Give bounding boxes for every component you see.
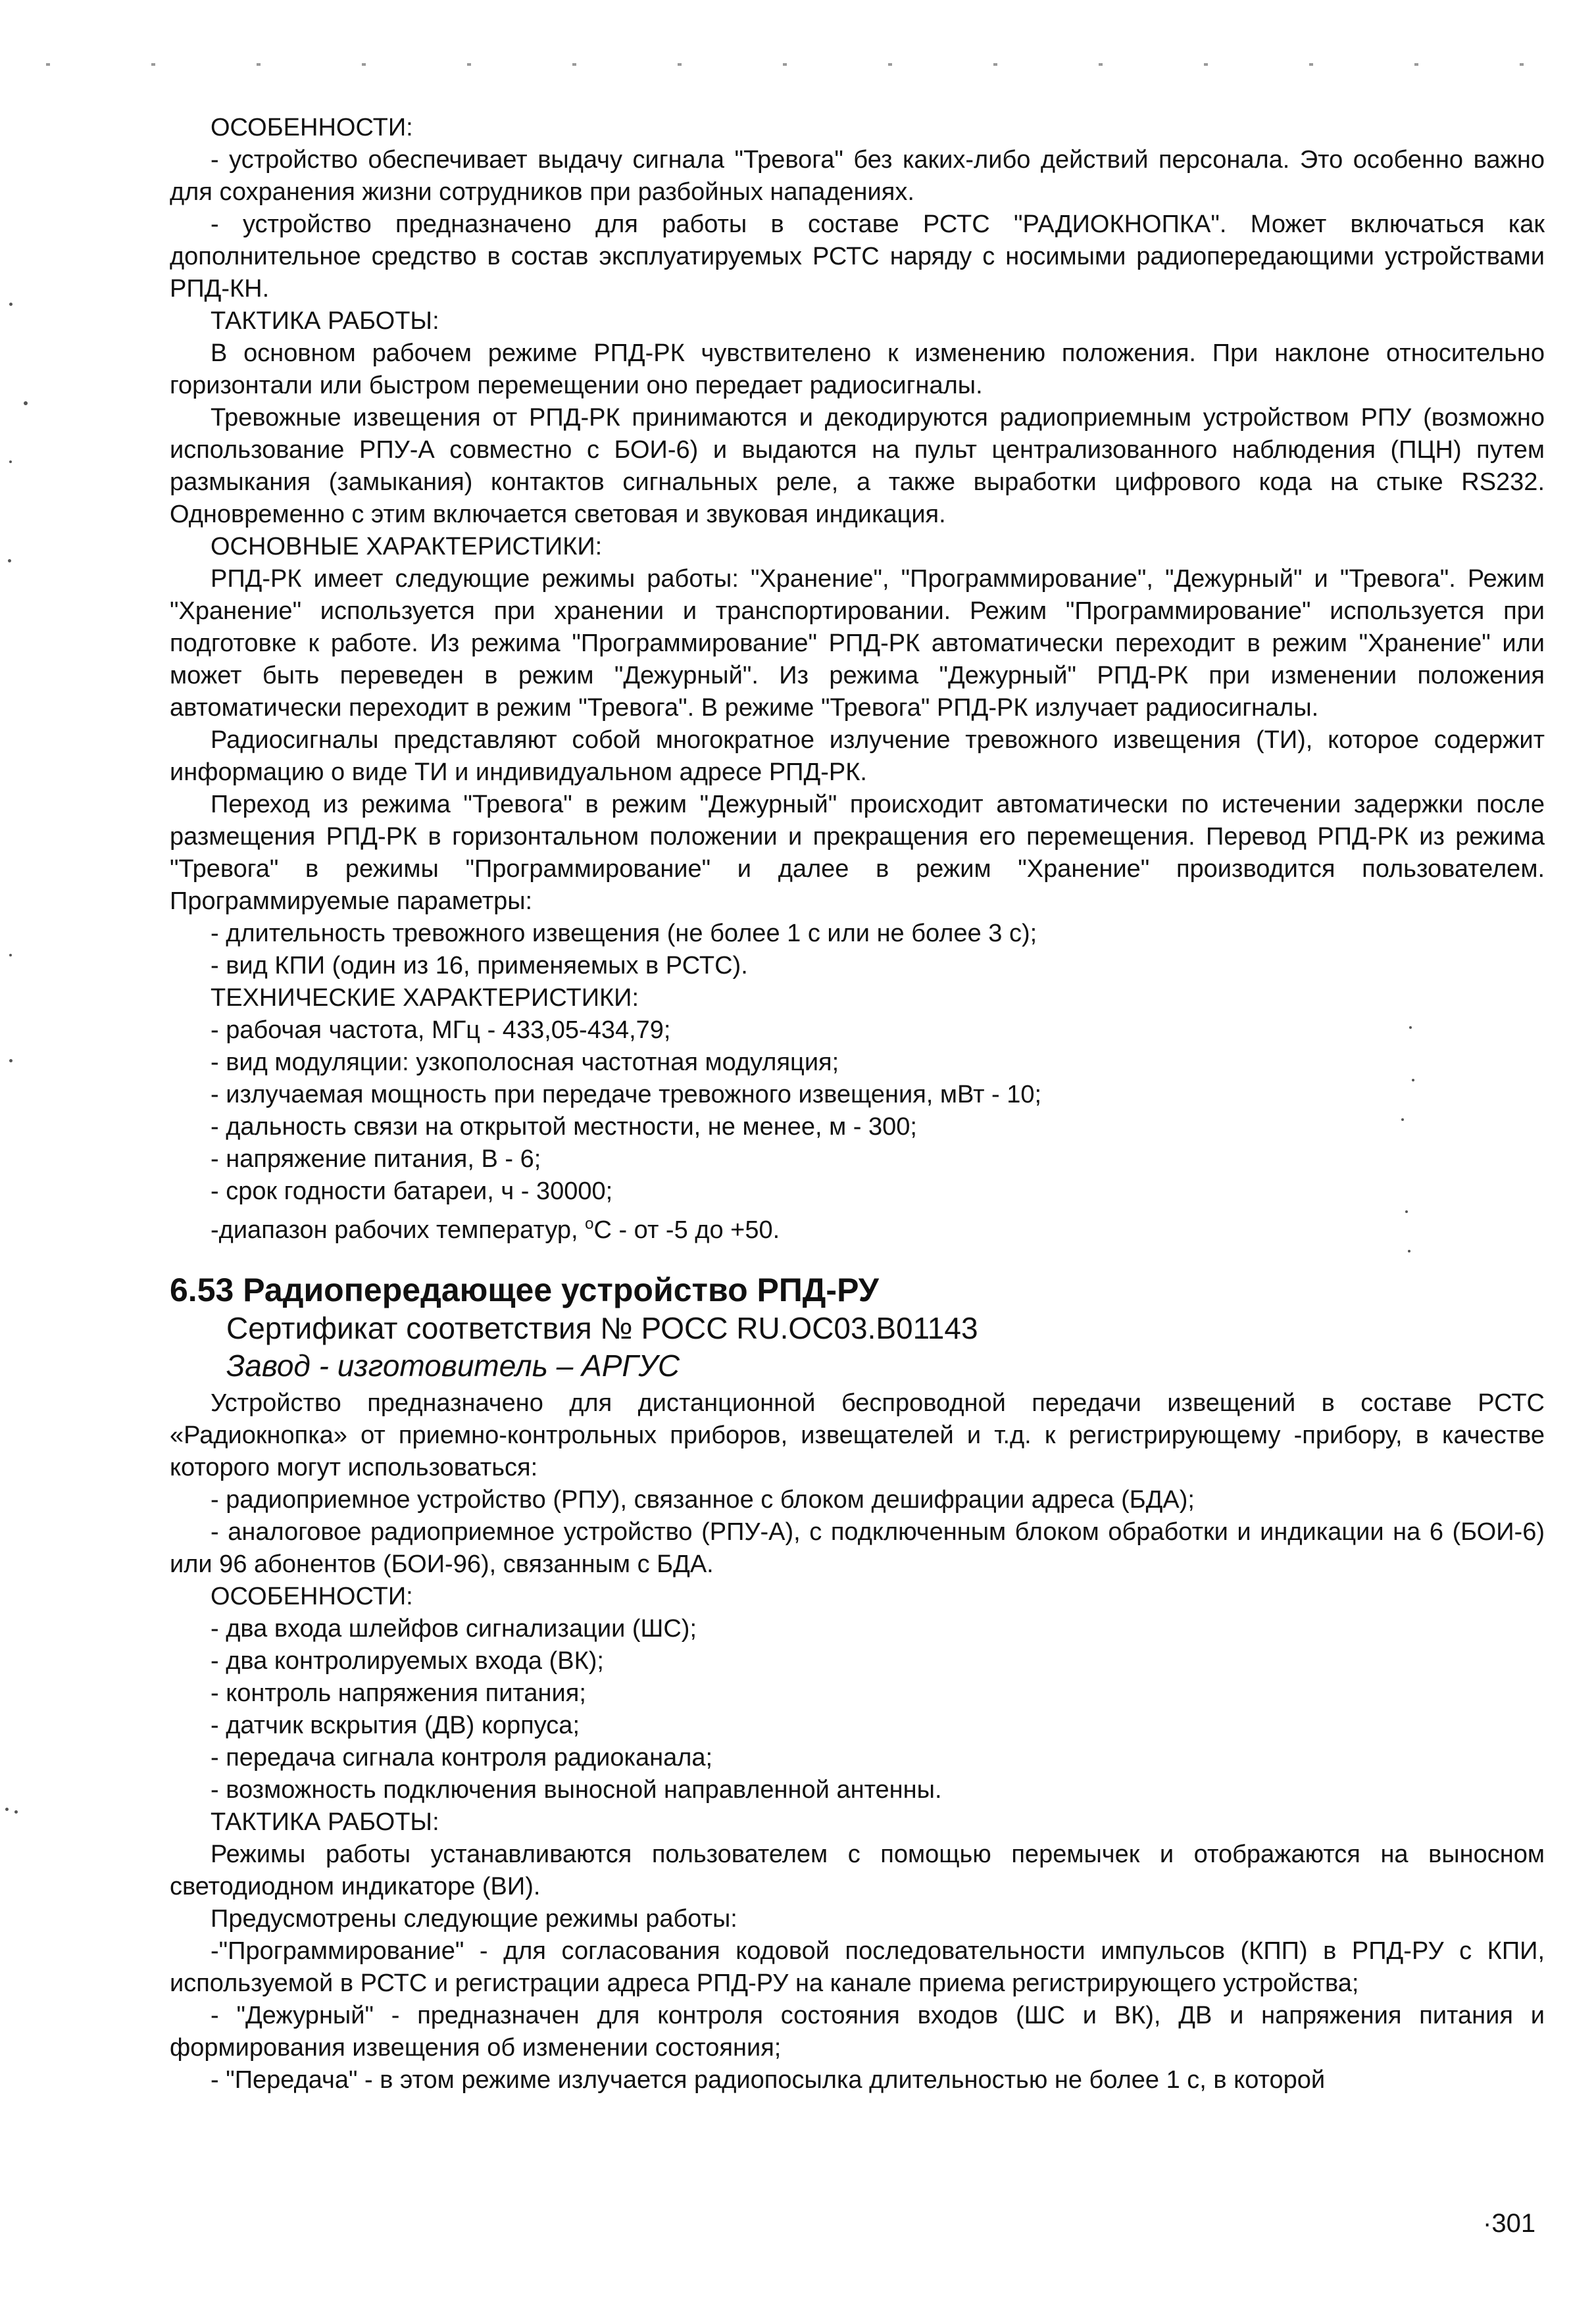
scan-speck [9, 1059, 12, 1062]
paragraph: - аналоговое радиоприемное устройство (РПУ-А), с подключенным блоком обработки и индикации на 6 (БОИ-6) или 96 абонентов (БОИ-96), связанным с БДА. [170, 1518, 1545, 1578]
list-item: - рабочая частота, МГц - 433,05-434,79; [211, 1016, 671, 1044]
paragraph: Тревожные извещения от РПД-РК принимаются и декодируются радиоприемным устройством РПУ (возможно использование РПУ-А совместно с БОИ-6) и выдаются на пульт централизованного наблюдения (ПЦН) путем размыкания (замыкания) контактов сигнальных реле, а также выработки цифрового кода на стыке RS232. Одновременно с этим включается световая и звуковая индикация. [170, 404, 1545, 528]
scan-speck [9, 954, 12, 956]
scan-speck [24, 401, 28, 405]
paragraph: - устройство обеспечивает выдачу сигнала "Тревога" без каких-либо действий персонала. Это особенно важно для сохранения жизни сотрудников при разбойных нападениях. [170, 146, 1545, 206]
paragraph: - радиоприемное устройство (РПУ), связанное с блоком дешифрации адреса (БДА); [211, 1486, 1195, 1514]
paragraph: Устройство предназначено для дистанционной беспроводной передачи извещений в составе РСТС «Радиокнопка» от приемно-контрольных приборов, извещателей и т.д. к регистрирующему -прибору, в качестве которого могут использоваться: [170, 1389, 1545, 1481]
paragraph: Предусмотрены следующие режимы работы: [211, 1905, 737, 1933]
paragraph: РПД-РК имеет следующие режимы работы: "Хранение", "Программирование", "Дежурный" и "Тревога". Режим "Хранение" используется при хранении и транспортировании. Режим "Программирование" используется при подготовке к работе. Из режима "Программирование" РПД-РК автоматически переходит в режим "Хранение" или может быть переведен в режим "Дежурный". Из режима "Дежурный" РПД-РК при изменении положения автоматически переходит в режим "Тревога". В режиме "Тревога" РПД-РК излучает радиосигналы. [170, 565, 1545, 722]
section-title: 6.53 Радиопередающее устройство РПД-РУ [170, 1272, 879, 1308]
paragraph: Режимы работы устанавливаются пользователем с помощью перемычек и отображаются на выносном светодиодном индикаторе (ВИ). [170, 1841, 1545, 1900]
list-item: - излучаемая мощность при передаче тревожного извещения, мВт - 10; [211, 1081, 1042, 1108]
temp-prefix: -диапазон рабочих температур, [211, 1216, 586, 1244]
features-heading: ОСОБЕННОСТИ: [211, 1583, 413, 1610]
temp-suffix: С - от -5 до +50. [593, 1216, 780, 1244]
scan-speck [5, 1808, 9, 1811]
page-content [170, 112, 1545, 2096]
paragraph: - устройство предназначено для работы в составе РСТС "РАДИОКНОПКА". Может включаться как дополнительное средство в состав эксплуатируемых РСТС наряду с носимыми радиопередающими устройствами РПД-КН. [170, 210, 1545, 303]
list-item: - вид КПИ (один из 16, применяемых в РСТС). [211, 952, 748, 979]
manufacturer-line: Завод - изготовитель – АРГУС [226, 1349, 680, 1383]
degree-sign: o [585, 1215, 594, 1233]
certificate-line: Сертификат соответствия № РОСС RU.ОС03.В01143 [226, 1311, 978, 1345]
list-item: - контроль напряжения питания; [211, 1679, 586, 1707]
scan-speck [9, 460, 12, 463]
main-characteristics-heading: ОСНОВНЫЕ ХАРАКТЕРИСТИКИ: [211, 533, 603, 560]
list-item-temperature [170, 1208, 1545, 1247]
list-item: - вид модуляции: узкополосная частотная модуляция; [211, 1049, 839, 1076]
paragraph: - "Дежурный" - предназначен для контроля состояния входов (ШС и ВК), ДВ и напряжения питания и формирования извещения об изменении состояния; [170, 2002, 1545, 2062]
list-item: - два контролируемых входа (ВК); [211, 1647, 604, 1675]
tactics-heading: ТАКТИКА РАБОТЫ: [211, 307, 439, 335]
list-item: - срок годности батареи, ч - 30000; [211, 1177, 613, 1205]
technical-characteristics-heading: ТЕХНИЧЕСКИЕ ХАРАКТЕРИСТИКИ: [211, 984, 639, 1012]
scan-speck [9, 303, 12, 306]
paragraph: - "Передача" - в этом режиме излучается радиопосылка длительностью не более 1 с, в которой [211, 2066, 1326, 2094]
list-item: - передача сигнала контроля радиоканала; [211, 1744, 713, 1771]
paragraph: Переход из режима "Тревога" в режим "Дежурный" происходит автоматически по истечении задержки после размещения РПД-РК в горизонтальном положении и прекращения его перемещения. Перевод РПД-РК из режима "Тревога" в режимы "Программирование" и далее в режим "Хранение" производится пользователем. Программируемые параметры: [170, 791, 1545, 915]
list-item: - два входа шлейфов сигнализации (ШС); [211, 1615, 697, 1643]
paragraph: В основном рабочем режиме РПД-РК чувствителено к изменению положения. При наклоне относительно горизонтали или быстром перемещении оно передает радиосигналы. [170, 339, 1545, 399]
features-heading: ОСОБЕННОСТИ: [211, 114, 413, 141]
list-item: - длительность тревожного извещения (не более 1 с или не более 3 с); [211, 920, 1037, 947]
list-item: - возможность подключения выносной направленной антенны. [211, 1776, 942, 1804]
paragraph: -"Программирование" - для согласования кодовой последовательности импульсов (КПП) в РПД-РУ с КПИ, используемой в РСТС и регистрации адреса РПД-РУ на канале приема регистрирующего устройства; [170, 1937, 1545, 1997]
list-item: - дальность связи на открытой местности, не менее, м - 300; [211, 1113, 917, 1141]
list-item: - датчик вскрытия (ДВ) корпуса; [211, 1712, 580, 1739]
scan-speck [8, 559, 11, 562]
scan-top-edge [0, 63, 1596, 66]
tactics-heading: ТАКТИКА РАБОТЫ: [211, 1808, 439, 1836]
paragraph: Радиосигналы представляют собой многократное излучение тревожного извещения (ТИ), которое содержит информацию о виде ТИ и индивидуальном адресе РПД-РК. [170, 726, 1545, 786]
list-item: - напряжение питания, В - 6; [211, 1145, 541, 1173]
scan-speck [14, 1810, 18, 1814]
page-number: ·301 [1483, 2209, 1536, 2238]
